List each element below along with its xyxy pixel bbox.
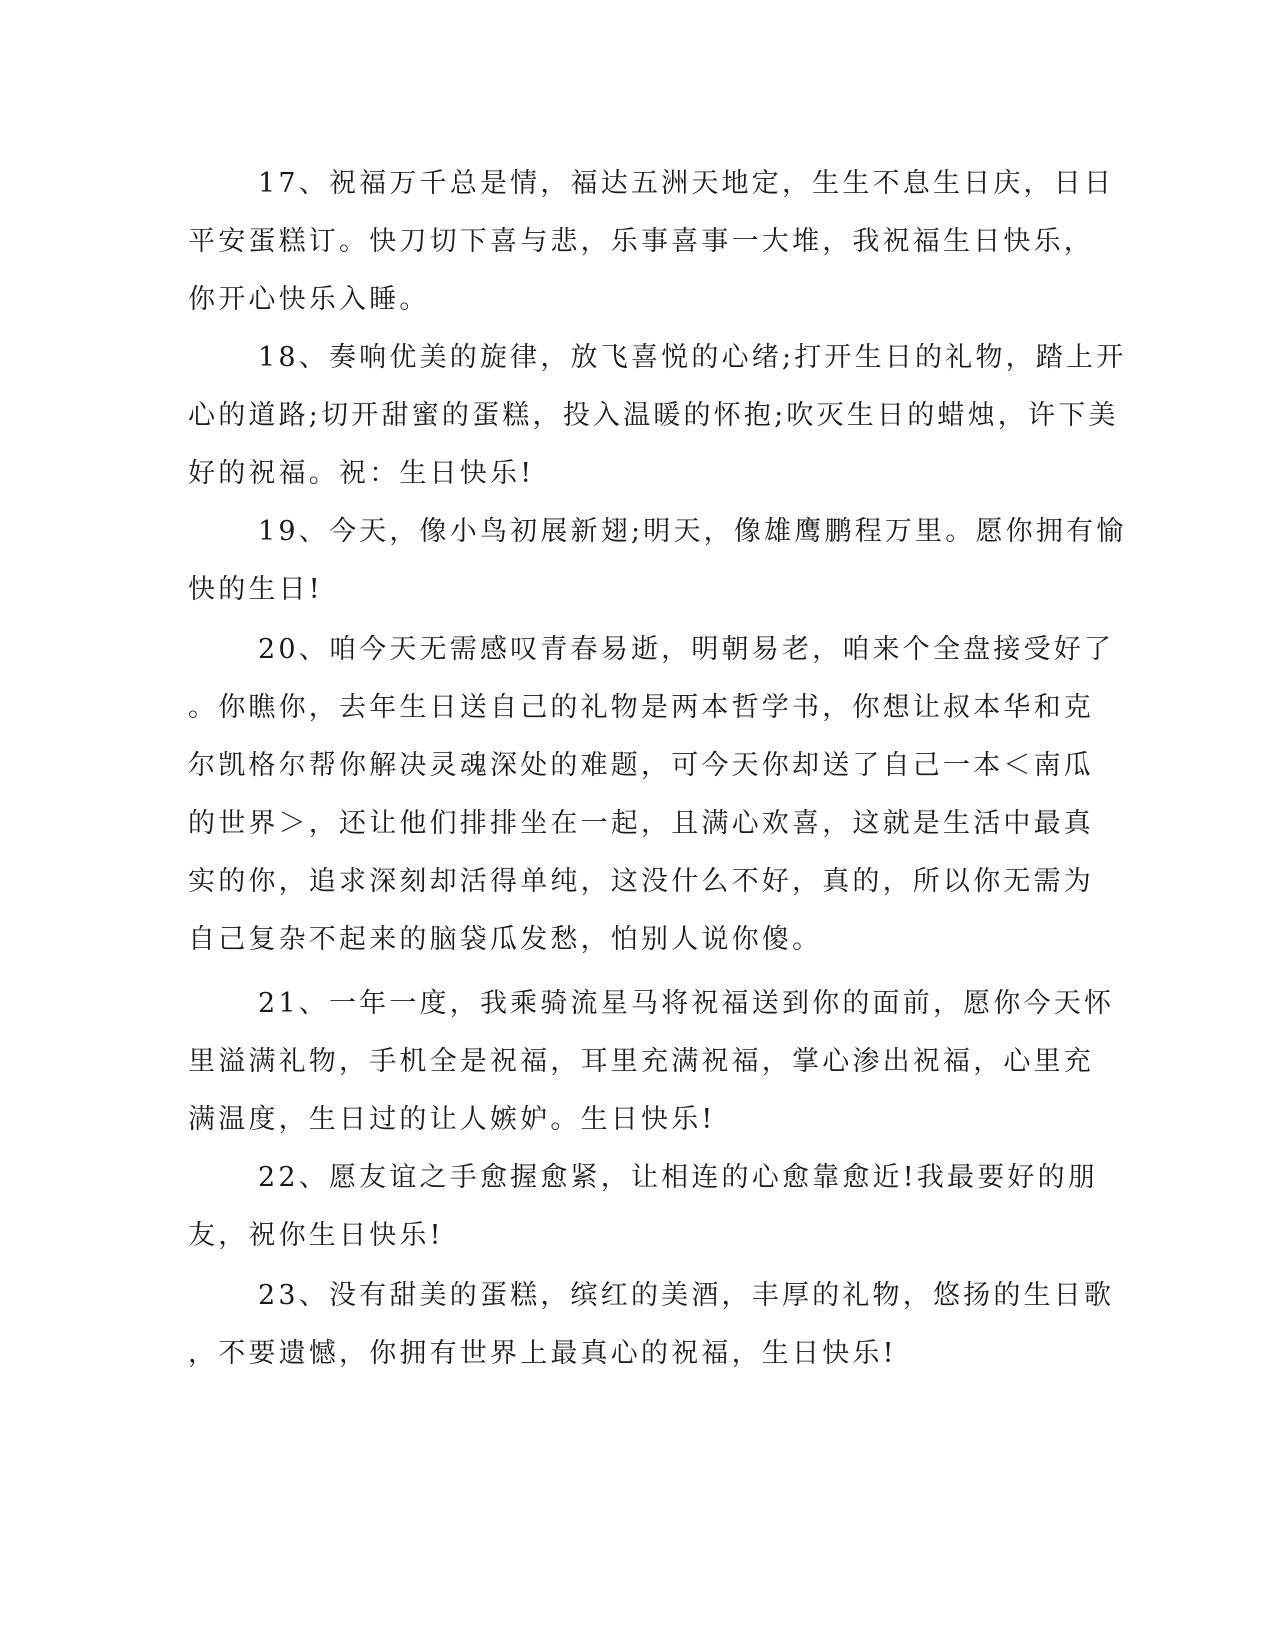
paragraph-22-line-2: 友，祝你生日快乐! xyxy=(188,1220,444,1251)
paragraph-22-line-1: 22、愿友谊之手愈握愈紧，让相连的心愈靠愈近!我最要好的朋 xyxy=(258,1162,1099,1193)
paragraph-17-line-3: 你开心快乐入睡。 xyxy=(188,284,430,315)
paragraph-21-line-3: 满温度，生日过的让人嫉妒。生日快乐! xyxy=(188,1104,716,1135)
paragraph-18-line-3: 好的祝福。祝：生日快乐! xyxy=(188,458,535,489)
paragraph-17-line-2: 平安蛋糕订。快刀切下喜与悲，乐事喜事一大堆，我祝福生日快乐， xyxy=(188,226,1094,257)
paragraph-20-line-6: 自己复杂不起来的脑袋瓜发愁，怕别人说你傻。 xyxy=(188,924,823,955)
paragraph-18-line-2: 心的道路;切开甜蜜的蛋糕，投入温暖的怀抱;吹灭生日的蜡烛，许下美 xyxy=(188,400,1119,431)
paragraph-17-line-1: 17、祝福万千总是情，福达五洲天地定，生生不息生日庆，日日 xyxy=(258,168,1115,199)
paragraph-20-line-4: 的世界＞，还让他们排排坐在一起，且满心欢喜，这就是生活中最真 xyxy=(188,808,1094,839)
paragraph-20-line-3: 尔凯格尔帮你解决灵魂深处的难题，可今天你却送了自己一本＜南瓜 xyxy=(188,750,1094,781)
paragraph-20-line-2: 。你瞧你，去年生日送自己的礼物是两本哲学书，你想让叔本华和克 xyxy=(188,692,1094,723)
paragraph-21-line-1: 21、一年一度，我乘骑流星马将祝福送到你的面前，愿你今天怀 xyxy=(258,988,1115,1019)
paragraph-19-line-2: 快的生日! xyxy=(188,574,323,605)
paragraph-23-line-1: 23、没有甜美的蛋糕，缤红的美酒，丰厚的礼物，悠扬的生日歌 xyxy=(258,1280,1115,1311)
paragraph-20-line-1: 20、咱今天无需感叹青春易逝，明朝易老，咱来个全盘接受好了 xyxy=(258,634,1115,665)
paragraph-19-line-1: 19、今天，像小鸟初展新翅;明天，像雄鹰鹏程万里。愿你拥有愉 xyxy=(258,516,1127,547)
paragraph-18-line-1: 18、奏响优美的旋律，放飞喜悦的心绪;打开生日的礼物，踏上开 xyxy=(258,342,1127,373)
paragraph-20-line-5: 实的你，追求深刻却活得单纯，这没什么不好，真的，所以你无需为 xyxy=(188,866,1094,897)
paragraph-21-line-2: 里溢满礼物，手机全是祝福，耳里充满祝福，掌心渗出祝福，心里充 xyxy=(188,1046,1094,1077)
paragraph-23-line-2: ，不要遗憾，你拥有世界上最真心的祝福，生日快乐! xyxy=(188,1338,897,1369)
